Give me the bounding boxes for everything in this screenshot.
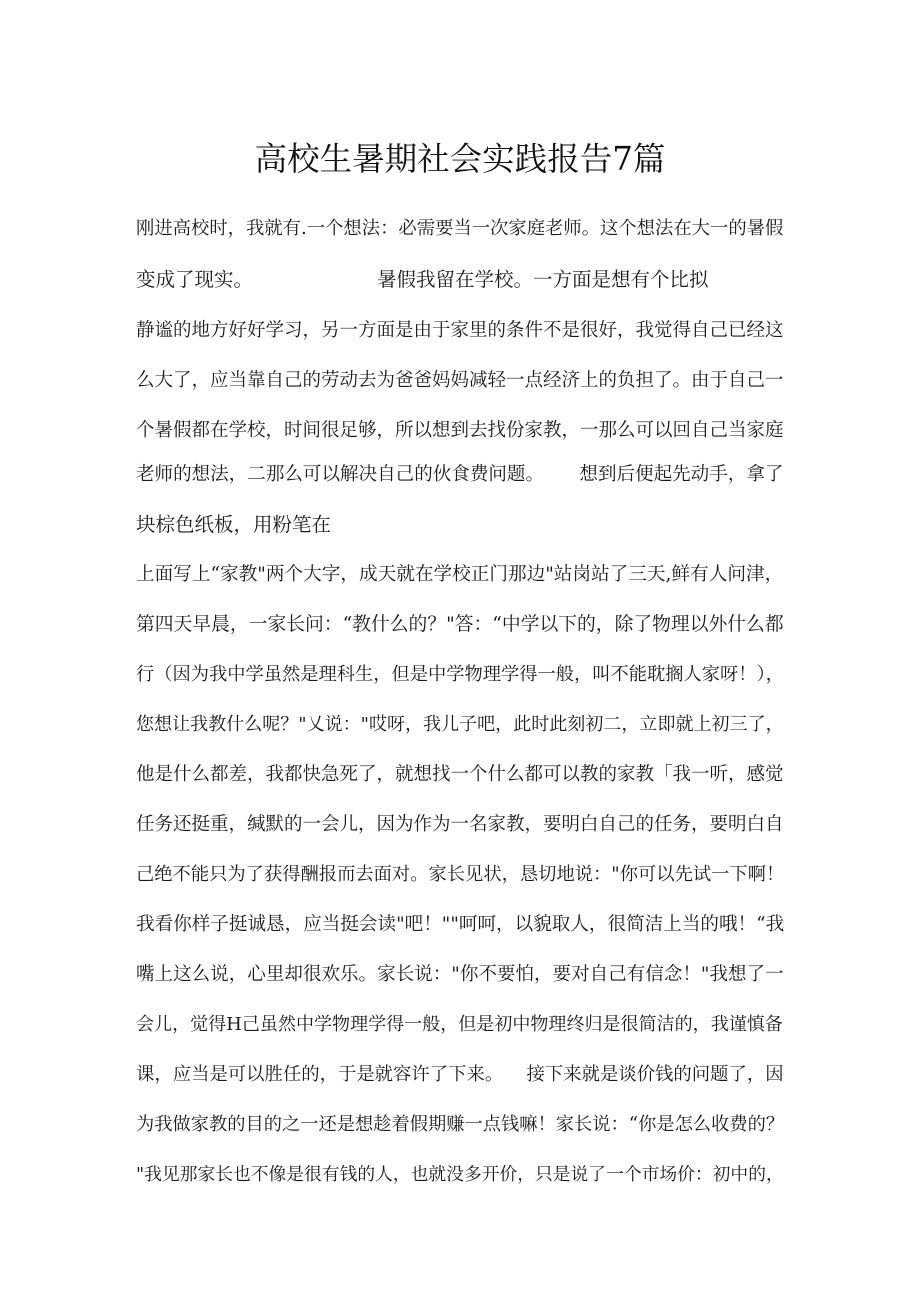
body-line: 我看你样子挺诚恳，应当挺会读"吧！""呵呵，以貌取人，很简洁上当的哦！“我	[136, 914, 785, 935]
body-line: 行（因为我中学虽然是理科生，但是中学物理学得一般，叫不能耽搁人家呀！），	[136, 664, 784, 685]
body-line: 己绝不能只为了获得酬报而去面对。家长见状，恳切地说："你可以先试一下啊！	[136, 864, 785, 885]
body-line: 个暑假都在学校，时间很足够，所以想到去找份家教，一那么可以回自己当家庭	[136, 420, 784, 441]
body-line: 老师的想法，二那么可以解决自己的伙食费问题。 想到后便起先动手，拿了	[136, 464, 784, 485]
body-line: 么大了，应当靠自己的劳动去为爸爸妈妈减轻一点经济上的负担了。由于自己一	[136, 370, 784, 391]
body-line: 块棕色纸板，用粉笔在	[136, 513, 332, 536]
body-line: 刚进高校时，我就有.一个想法：必需要当一次家庭老师。这个想法在大一的暑假	[136, 218, 784, 239]
body-line: 课，应当是可以胜任的，于是就容许了下来。 接下来就是谈价钱的问题了，因	[136, 1064, 784, 1085]
body-line: 第四天早晨，一家长问：“教什么的？"答：“中学以下的，除了物理以外什么都	[136, 614, 784, 635]
body-line: 任务还挺重，缄默的一会儿，因为作为一名家教，要明白自己的任务，要明白自	[136, 814, 784, 835]
body-line: 会儿，觉得H己虽然中学物理学得一般，但是初中物理终归是很简洁的，我谨慎备	[136, 1014, 783, 1035]
body-line: 您想让我教什么呢？"乂说："哎呀，我儿子吧，此时此刻初二，立即就上初三了，	[136, 714, 784, 735]
body-line: "我见那家长也不像是很有钱的人，也就没多开价，只是说了一个市场价：初中的，	[136, 1165, 784, 1185]
body-line: 为我做家教的目的之一还是想趁着假期赚一点钱嘛！家长说：“你是怎么收费的？	[136, 1114, 785, 1135]
body-line: 他是什么都差，我都快急死了，就想找一个什么都可以教的家教「我一听，感觉	[136, 764, 784, 785]
body-line: 静谧的地方好好学习，另一方面是由于家里的条件不是很好，我觉得自己已经这	[136, 320, 784, 341]
body-line: 变成了现实。 暑假我留在学校。一方面是想有个比拟	[136, 268, 709, 291]
body-line: 上面写上“家教"两个大字，成天就在学校正门那边"站岗站了三天,鲜有人问津，	[136, 564, 784, 585]
document-title: 高校生暑期社会实践报告7篇	[254, 140, 666, 178]
body-line: 嘴上这么说，心里却很欢乐。家长说："你不要怕，要对自己有信念！"我想了一	[136, 964, 784, 985]
